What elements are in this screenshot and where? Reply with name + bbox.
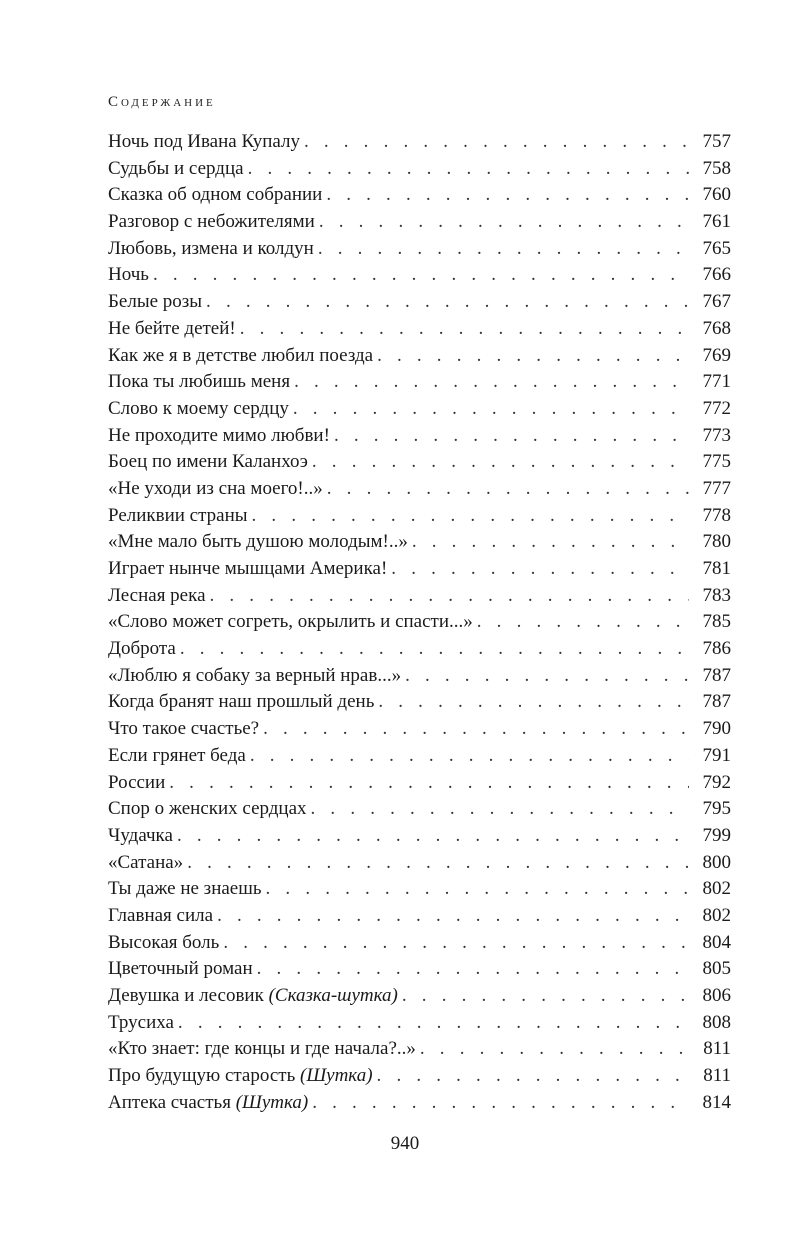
toc-entry-page: 792 [702,771,731,793]
toc-entry [108,369,731,396]
toc-entry [108,716,731,743]
toc-entry-page: 805 [702,958,731,980]
toc-entry [108,476,731,503]
dot-leader [187,850,689,877]
toc-entry [108,262,731,289]
toc-entry-page: 775 [702,451,731,473]
toc-entry-title: Не проходите мимо любви! [108,424,330,446]
toc-entry-page: 800 [702,851,731,873]
toc-entry-page: 772 [702,397,731,419]
dot-leader [391,556,689,583]
toc-entry [108,663,731,690]
toc-entry [108,1063,731,1090]
toc-entry-page: 799 [702,824,731,846]
dot-leader [378,689,689,716]
toc-entry-title-group [108,1010,174,1037]
toc-entry-title-group [108,1063,373,1090]
toc-entry-title-group [108,476,323,503]
toc-entry-title: Лесная река [108,584,206,606]
toc-entry-title-group [108,503,248,530]
toc-entry-title-group [108,663,401,690]
toc-entry-title-group [108,796,307,823]
dot-leader [217,903,689,930]
toc-entry-page: 769 [702,344,731,366]
toc-entry-title: Спор о женских сердцах [108,798,307,820]
toc-entry-title: Разговор с небожителями [108,211,315,233]
toc-entry-title: Ночь под Ивана Купалу [108,131,300,152]
dot-leader [327,476,689,503]
toc-entry-page: 781 [702,558,731,579]
toc-entry [108,236,731,263]
toc-entry-page: 808 [702,1011,731,1033]
toc-entry [108,396,731,423]
toc-entry-title: Ты даже не знаешь [108,878,262,900]
dot-leader [223,930,689,957]
toc-entry [108,556,731,583]
toc-entry [108,689,731,716]
toc-entry [108,1090,731,1117]
toc-entry [108,850,731,877]
toc-entry [108,903,731,930]
toc-entry-title-group [108,636,176,663]
toc-entry-page: 802 [702,904,731,926]
toc-entry-title-group [108,1036,416,1063]
toc-entry [108,609,731,636]
toc-entry [108,583,731,610]
toc-entry [108,423,731,450]
toc-entry-page: 795 [702,798,731,820]
toc-entry-title: Высокая боль [108,931,220,953]
toc-entry [108,503,731,530]
toc-entry-title: Не бейте детей! [108,317,236,339]
dot-leader [304,129,689,156]
toc-entry [108,983,731,1010]
toc-entry [108,876,731,903]
toc-entry-note: (Шутка) [235,1091,309,1113]
toc-entry-title-group [108,396,289,423]
toc-entry-note: (Шутка) [300,1065,373,1087]
toc-entry-page: 760 [702,184,731,206]
toc-entry-title-group [108,876,262,903]
dot-leader [318,236,689,263]
dot-leader [334,423,689,450]
toc-entry-page: 777 [702,477,731,499]
toc-entry-title-group [108,983,398,1010]
toc-entry-page: 785 [702,611,731,633]
dot-leader [402,983,689,1010]
toc-entry [108,1036,731,1063]
toc-entry [108,289,731,316]
toc-entry-title-group [108,156,244,183]
toc-entry-title-group [108,209,315,236]
toc-entry-title: Белые розы [108,291,203,313]
dot-leader [311,796,689,823]
toc-entry-title-group [108,423,330,450]
toc-entry-page: 786 [702,638,731,660]
toc-entry-page: 783 [702,584,731,606]
toc-entry-title: Слово к моему сердцу [108,397,289,419]
toc-entry-title: Чудачка [108,824,173,846]
dot-leader [210,583,690,610]
toc-entry [108,182,731,209]
toc-entry-page: 814 [702,1091,731,1113]
toc-entry-page: 765 [702,237,731,259]
toc-entry-page: 802 [702,878,731,900]
dot-leader [263,716,689,743]
toc-entry-title: Главная сила [108,904,214,926]
toc-entry-title: «Кто знает: где концы и где начала?..» [108,1038,416,1060]
toc-entry-title-group [108,770,165,797]
toc-entry [108,743,731,770]
toc-entry-title-group [108,850,183,877]
dot-leader [326,182,689,209]
toc-entry [108,209,731,236]
toc-entry-title-group [108,449,308,476]
toc-entry-title: Если грянет беда [108,744,246,766]
toc-entry-title: Трусиха [108,1011,174,1033]
dot-leader [312,1090,689,1117]
toc-entry-page: 787 [702,664,731,686]
toc-entry-page: 806 [702,985,731,1006]
toc-entry [108,129,731,156]
toc-entry-title: Доброта [108,638,176,660]
toc-entry-title-group [108,609,473,636]
toc-entry-title: Сказка об одном собрании [108,184,323,206]
toc-entry-title: Цветочный роман [108,958,253,980]
toc-entry-page: 757 [702,131,731,152]
dot-leader [312,449,689,476]
toc-entry [108,796,731,823]
toc-entry-title: Судьбы и сердца [108,157,244,179]
dot-leader [377,343,689,370]
toc-entry-title: Боец по имени Каланхоэ [108,451,308,473]
dot-leader [180,636,689,663]
toc-entry-page: 780 [702,531,731,553]
dot-leader [377,1063,689,1090]
dot-leader [206,289,689,316]
toc-entry-page: 771 [702,371,731,393]
toc-entry-page: 766 [702,264,731,286]
toc-entry-title-group [108,343,373,370]
toc-entry-page: 787 [702,691,731,713]
toc-entry-title: Когда бранят наш прошлый день [108,691,375,713]
toc-entry [108,1010,731,1037]
toc-entry-page: 791 [702,744,731,766]
toc-entry-title: «Не уходи из сна моего!..» [108,477,323,499]
toc-entry-title: «Сатана» [108,851,184,873]
dot-leader [153,262,689,289]
toc-entry [108,823,731,850]
dot-leader [477,609,689,636]
toc-entry-page: 761 [702,211,731,233]
toc-entry-page: 790 [702,718,731,740]
toc-entry-title-group [108,743,246,770]
table-of-contents [108,129,731,1116]
toc-entry [108,343,731,370]
toc-entry-title-group [108,1090,308,1117]
toc-entry [108,529,731,556]
toc-entry-title-group [108,236,314,263]
toc-entry [108,930,731,957]
toc-entry-title-group [108,689,374,716]
dot-leader [405,663,689,690]
dot-leader [250,743,689,770]
toc-entry-title: Про будущую старость [108,1065,296,1087]
toc-entry-title: России [108,771,166,793]
toc-entry-title-group [108,182,322,209]
dot-leader [177,823,689,850]
dot-leader [420,1036,689,1063]
toc-entry-page: 811 [703,1038,731,1060]
toc-entry-title-group [108,262,149,289]
dot-leader [178,1010,689,1037]
page-number: 940 [390,1133,420,1154]
toc-entry-title-group [108,529,408,556]
toc-entry-title: «Люблю я собаку за верный нрав...» [108,664,402,686]
toc-entry-page: 778 [702,504,731,526]
toc-entry-title-group [108,316,236,343]
toc-entry-title-group [108,716,259,743]
toc-entry-title: «Мне мало быть душою молодым!..» [108,531,408,553]
toc-entry-title: Аптека счастья [108,1091,231,1113]
toc-entry-title-group [108,289,202,316]
toc-entry-page: 811 [703,1065,731,1087]
dot-leader [319,209,689,236]
dot-leader [412,529,689,556]
toc-entry [108,316,731,343]
toc-entry-title: «Слово может согреть, окрылить и спасти...» [108,611,473,633]
toc-entry-title: Как же я в детстве любил поезда [108,344,374,366]
toc-entry-title-group [108,556,387,583]
toc-entry-page: 767 [702,291,731,313]
toc-entry [108,636,731,663]
toc-entry-page: 773 [702,424,731,446]
toc-entry-title: Девушка и лесовик [108,985,264,1006]
toc-entry-title: Реликвии страны [108,504,248,526]
toc-entry-title: Любовь, измена и колдун [108,237,314,259]
toc-entry [108,449,731,476]
dot-leader [293,396,689,423]
dot-leader [257,956,689,983]
toc-entry-title-group [108,583,206,610]
toc-entry-page: 758 [702,157,731,179]
toc-entry-note: (Сказка-шутка) [268,985,398,1006]
toc-entry [108,956,731,983]
toc-entry [108,770,731,797]
running-head: Содержание [108,94,216,110]
toc-entry [108,156,731,183]
toc-entry-title: Что такое счастье? [108,718,260,740]
dot-leader [294,369,689,396]
toc-entry-page: 804 [702,931,731,953]
toc-entry-title: Ночь [108,264,149,286]
dot-leader [266,876,689,903]
dot-leader [252,503,689,530]
toc-entry-title-group [108,903,213,930]
toc-entry-title: Пока ты любишь меня [108,371,291,393]
dot-leader [240,316,689,343]
toc-entry-title-group [108,930,219,957]
toc-entry-title-group [108,823,173,850]
toc-entry-title-group [108,956,253,983]
toc-entry-title: Играет нынче мышцами Америка! [108,558,388,579]
toc-entry-page: 768 [702,317,731,339]
dot-leader [248,156,689,183]
dot-leader [169,770,689,797]
toc-entry-title-group [108,129,300,156]
toc-entry-title-group [108,369,290,396]
